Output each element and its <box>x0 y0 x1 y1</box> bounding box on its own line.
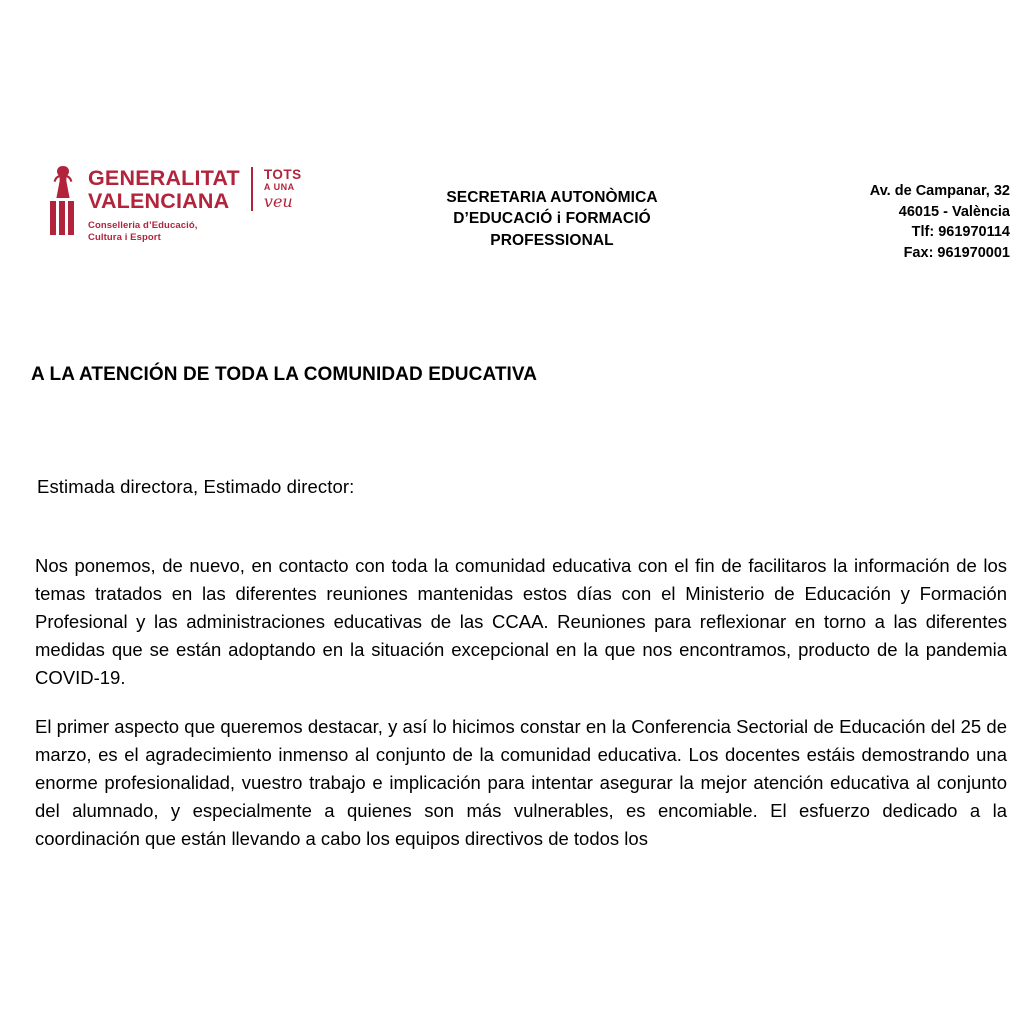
address-street: Av. de Campanar, 32 <box>869 183 1010 199</box>
address-phone: Tlf: 961970114 <box>911 224 1010 241</box>
generalitat-crest-icon <box>46 165 80 237</box>
body-paragraph-2: El primer aspecto que queremos destacar, y así lo hicimos constar en la Conferencia Sectorial de Educación del 25 de marzo, es el agradecimiento inmenso al conjunto de la comunidad educativa. Los docentes estáis demostrando una enorme profesionalidad, vuestro trabajo e implicación para intentar asegurar la mejor atención educativa al conjunto del alumnado, y especialmente a quienes son más vulnerables, es encomiable. El esfuerzo dedicado a la coordinación que están llevando a cabo los equipos directivos de todos los <box>35 715 1007 849</box>
letter-body <box>35 552 1007 853</box>
logo-divider <box>251 167 253 211</box>
logo-slogan-line1: TOTS <box>263 167 302 182</box>
letterhead <box>0 165 1024 263</box>
logo-wordmark <box>88 165 302 244</box>
department-title-line2: D’EDUCACIÓ i FORMACIÓ <box>453 210 651 228</box>
attention-heading: A LA ATENCIÓN DE TODA LA COMUNIDAD EDUCATIVA <box>31 364 538 385</box>
department-title-line1: SECRETARIA AUTONÒMICA <box>446 189 658 206</box>
department-title <box>340 165 764 251</box>
generalitat-logo <box>0 165 340 244</box>
department-title-line3: PROFESSIONAL <box>490 231 614 249</box>
logo-org-line2: VALENCIANA <box>88 189 230 213</box>
logo-org-line1: GENERALITAT <box>88 166 240 190</box>
salutation-line: Estimada directora, Estimado director: <box>37 476 355 497</box>
crest-figure-icon <box>50 165 76 199</box>
address-fax: Fax: 961970001 <box>903 244 1010 261</box>
crest-bars-icon <box>48 201 78 235</box>
logo-slogan-line3: veu <box>263 192 293 212</box>
address-city: 46015 - València <box>898 203 1010 220</box>
logo-sub-line2: Cultura i Esport <box>88 231 161 243</box>
body-paragraph-1: Nos ponemos, de nuevo, en contacto con toda la comunidad educativa con el fin de facilitaros la información de los temas tratados en las diferentes reuniones mantenidas estos días con el Ministerio de Educación y Formación Profesional y las administraciones educativas de las CCAA. Reuniones para reflexionar en torno a las diferentes medidas que se están adoptando en la situación excepcional en la que nos encontramos, producto de la pandemia COVID-19. <box>35 555 1007 689</box>
logo-sub-line1: Conselleria d’Educació, <box>88 220 198 231</box>
contact-address <box>764 165 1024 263</box>
logo-slogan-line2: A UNA <box>263 181 295 192</box>
logo-slogan <box>264 167 302 210</box>
